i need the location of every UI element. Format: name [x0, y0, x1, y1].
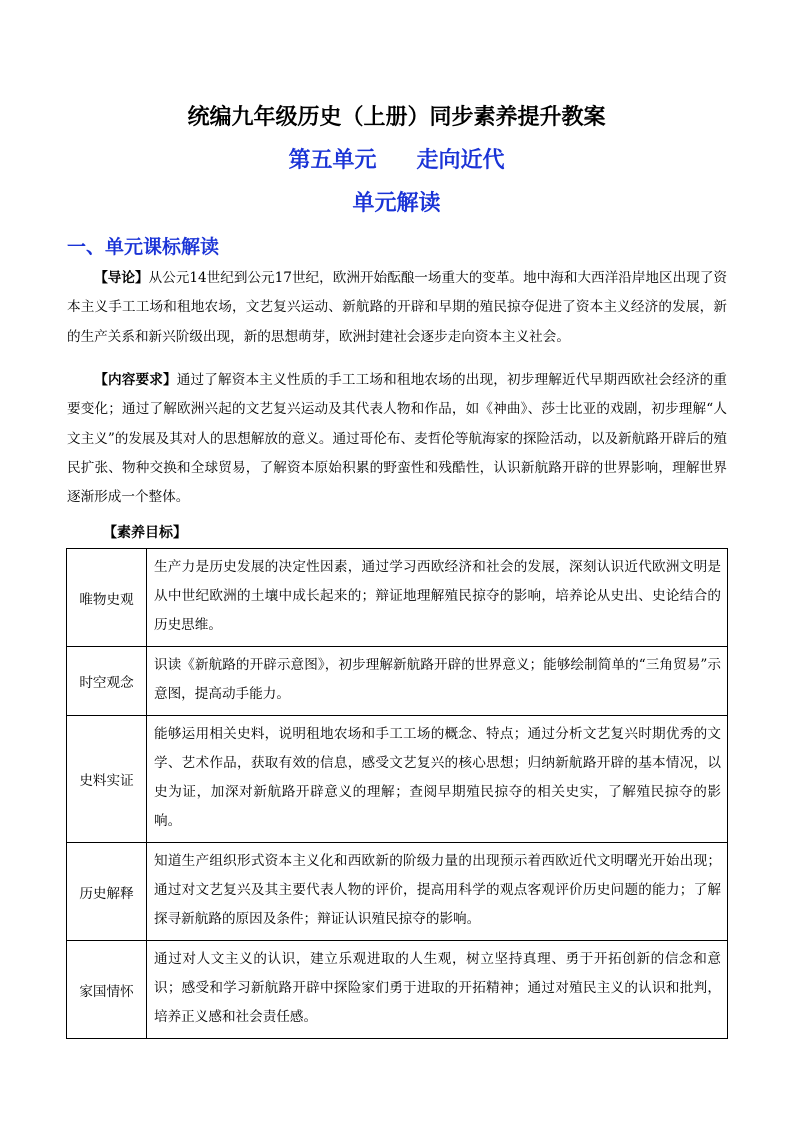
unit-name: 走向近代: [416, 148, 505, 173]
table-row: [67, 843, 728, 941]
unit-subtitle: 单元解读: [352, 191, 441, 216]
requirements-text: 通过了解资本主义性质的手工工场和租地农场的出现，初步理解近代早期西欧社会经济的重要变化；通过了解欧洲兴起的文艺复兴运动及其代表人物和作品，如《神曲》、莎士比亚的戏剧，初步理解“人文主义”的发展及其对人的思想解放的意义。通过哥伦布、麦哲伦等航海家的探险活动，以及新航路开辟后的殖民扩张、物种交换和全球贸易，了解资本原始积累的野蛮性和残酷性，认识新航路开辟的世界影响，理解世界逐渐形成一个整体。: [67, 372, 727, 506]
goal-description: 生产力是历史发展的决定性因素，通过学习西欧经济和社会的发展，深刻认识近代欧洲文明是从中世纪欧洲的土壤中成长起来的；辩证地理解殖民掠夺的影响，培养论从史出、史论结合的历史思维。: [147, 549, 728, 647]
goal-dimension: 唯物史观: [67, 549, 147, 647]
requirements-paragraph: [67, 366, 727, 512]
intro-label: 【导论】: [94, 270, 149, 286]
intro-text: 从公元14世纪到公元17世纪，欧洲开始酝酿一场重大的变革。地中海和大西洋沿岸地区出现了资本主义手工工场和租地农场，文艺复兴运动、新航路的开辟和早期的殖民掠夺促进了资本主义经济的发展，新的生产关系和新兴阶级出现，新的思想萌芽，欧洲封建社会逐步走向资本主义社会。: [67, 270, 728, 345]
goal-dimension: 家国情怀: [67, 941, 147, 1039]
unit-number: 第五单元: [288, 148, 377, 173]
goal-dimension: 时空观念: [67, 647, 147, 716]
goal-description: 识读《新航路的开辟示意图》，初步理解新航路开辟的世界意义；能够绘制简单的“三角贸易”示意图，提高动手能力。: [147, 647, 728, 716]
section-heading: 一、单元课标解读: [67, 236, 220, 258]
document-title: 统编九年级历史（上册）同步素养提升教案: [187, 105, 606, 130]
table-row: [67, 549, 728, 647]
table-row: [67, 941, 728, 1039]
goal-description: 能够运用相关史料，说明租地农场和手工工场的概念、特点；通过分析文艺复兴时期优秀的文学、艺术作品，获取有效的信息，感受文艺复兴的核心思想；归纳新航路开辟的基本情况，以史为证，加深对新航路开辟意义的理解；查阅早期殖民掠夺的相关史实，了解殖民掠夺的影响。: [147, 716, 728, 843]
goals-title: 【素养目标】: [103, 525, 187, 541]
goal-description: 知道生产组织形式资本主义化和西欧新的阶级力量的出现预示着西欧近代文明曙光开始出现；通过对文艺复兴及其主要代表人物的评价，提高用科学的观点客观评价历史问题的能力；了解探寻新航路的原因及条件；辩证认识殖民掠夺的影响。: [147, 843, 728, 941]
goal-description: 通过对人文主义的认识，建立乐观进取的人生观，树立坚持真理、勇于开拓创新的信念和意识；感受和学习新航路开辟中探险家们勇于进取的开拓精神；通过对殖民主义的认识和批判，培养正义感和社会责任感。: [147, 941, 728, 1039]
goals-table: [66, 548, 728, 1039]
unit-heading: [0, 143, 793, 174]
intro-paragraph: [67, 264, 727, 352]
requirements-label: 【内容要求】: [94, 372, 177, 388]
table-row: [67, 647, 728, 716]
goal-dimension: 历史解释: [67, 843, 147, 941]
table-row: [67, 716, 728, 843]
goal-dimension: 史料实证: [67, 716, 147, 843]
